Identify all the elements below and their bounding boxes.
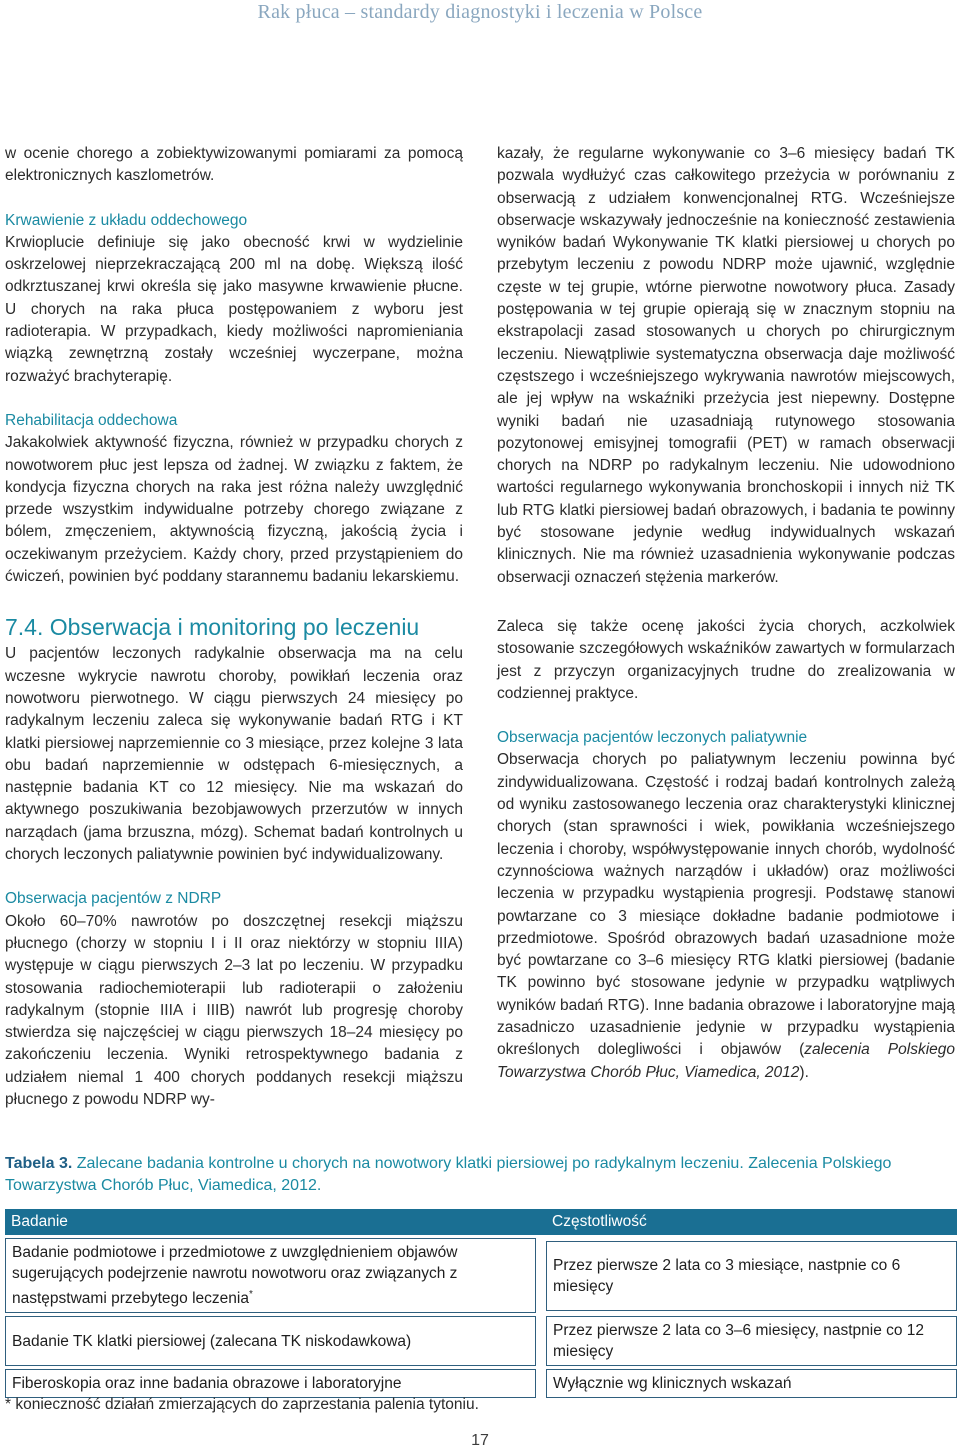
paragraph-hemoptysis: Krwioplucie definiuje się jako obecność krwi w wydzielinie oskrzelowej nieprzekraczającą 200 ml na dobę. Większą ilość odkrztuszanej krwi określa się jako masywne krwawienie płucne. U chorych na raka płuca postępowaniem z wyboru jest radioterapia. W przypadkach, kiedy możliwości napromieniania wiązką zewnętrzną zostały wcześniej wyczerpane, można rozważyć brachyterapię. bbox=[5, 233, 463, 385]
right-column bbox=[497, 143, 955, 1084]
subheading-rehabilitation: Rehabilitacja oddechowa bbox=[5, 411, 178, 429]
subheading-palliative: Obserwacja pacjentów leczonych paliatywnie bbox=[497, 729, 808, 747]
cell-text: Badanie podmiotowe i przedmiotowe z uwzględnieniem objawów sugerujących podejrzenie nawrotu nowotworu oraz związanych z następstwami przebytego leczenia bbox=[12, 1244, 458, 1308]
table-header-row bbox=[5, 1209, 957, 1235]
paragraph-rehabilitation: Jakakolwiek aktywność fizyczna, również w przypadku chorych z nowotworem płuc jest lepsza od żadnej. W związku z faktem, że kondycja fizyczna chorych na raka jest różna należy uwzględnić przede wszystkim indywidualne potrzeby chorego związane z bólem, zmęczeniem, aktywnością fizyczną, jakością życia i oczekiwanym przeżyciem. Każdy chory, przed przystąpieniem do ćwiczeń, powinien być poddany starannemu badaniu lekarskiemu. bbox=[5, 434, 463, 586]
subheading-hemoptysis: Krwawienie z układu oddechowego bbox=[5, 211, 248, 229]
paragraph-nsclc: Około 60–70% nawrotów po doszczętnej resekcji miąższu płucnego (chorzy w stopniu I i II oraz niektórzy w stopniu IIIA) występuje w ciągu pierwszych 2–3 lat po leczeniu. W przypadku stosowania radiochemioterapii lub radioterapii o założeniu radykalnym (stopnie IIIA i IIIB) nawrót lub progresję choroby stwierdza się najczęściej w ciągu pierwszych 18–24 miesięcy po zakończeniu leczenia. Wyniki retrospektywnego badania z udziałem niemal 1 400 chorych poddanych resekcji miąższu płucnego z powodu NDRP wy- bbox=[5, 912, 463, 1108]
table-label: Tabela 3. bbox=[5, 1155, 73, 1172]
palliative-end: ). bbox=[799, 1063, 809, 1081]
section-number: 7.4. bbox=[5, 614, 44, 641]
table-cell bbox=[546, 1316, 957, 1366]
table-row bbox=[5, 1316, 957, 1366]
table-header-test: Badanie bbox=[5, 1209, 546, 1235]
table-cell bbox=[546, 1238, 957, 1313]
paragraph-ct-followup: kazały, że regularne wykonywanie co 3–6 miesięcy badań TK pozwala wydłużyć czas całkowitego przeżycia w porównaniu z obserwacją z udziałem konwencjonalnej RTG. Wcześniejsze obserwacje wskazywały jednocześnie na konieczność zestawienia wyników badań Wykonywanie TK klatki piersiowej u chorych po przebytym leczeniu z powodu NDRP może ujawnić, względnie częste w tej grupie, wtórne pierwotne nowotwory płuca. Zasady postępowania w tej grupie opierają się w znacznym stopniu na ekstrapolacji zasad stosowanych u chorych po chirurgicznym leczeniu. Niewątpliwie systematyczna obserwacja daje możliwość częstszego i wcześniejszego wykrywania nawrotów miejscowych, ale jej wpływ na wskaźniki przeżycia jest niepewny. Dostępne wyniki badań nie uzasadniają rutynowego stosowania pozytonowej emisyjnej tomografii (PET) w ramach obserwacji chorych na NDRP po radykalnym leczeniu. Nie udowodniono wartości regularnego wykonywania bronchoskopii i innych niż TK lub RTG klatki piersiowej badań obrazowych, i badania te powinny być stosowane jedynie według indywidualnych wskazań klinicznych. Nie ma również uzasadnienia wykonywanie podczas obserwacji oznaczeń stężenia markerów. bbox=[497, 145, 955, 586]
table-caption-text: Zalecane badania kontrolne u chorych na nowotwory klatki piersiowej po radykalnym leczeniu. Zalecenia Polskiego Towarzystwa Chorób Płuc, Viamedica, 2012. bbox=[5, 1155, 892, 1194]
cell-text: Wyłącznie wg klinicznych wskazań bbox=[553, 1375, 792, 1393]
cell-text: Przez pierwsze 2 lata co 3 miesiące, nastpnie co 6 miesięcy bbox=[553, 1256, 901, 1295]
subheading-nsclc: Obserwacja pacjentów z NDRP bbox=[5, 890, 222, 908]
paragraph-quality-of-life: Zaleca się także ocenę jakości życia chorych, aczkolwiek stosowanie szczegółowych wskaźników zawartych w formularzach jest z przyczyn organizacyjnych trudne do zrealizowania w codziennej praktyce. bbox=[497, 617, 955, 702]
table-footnote: * konieczność działań zmierzających do zaprzestania palenia tytoniu. bbox=[5, 1396, 479, 1413]
table-header-frequency: Częstotliwość bbox=[546, 1209, 957, 1235]
followup-table bbox=[5, 1206, 957, 1401]
cell-text: Fiberoskopia oraz inne badania obrazowe i laboratoryjne bbox=[12, 1375, 402, 1393]
palliative-text: Obserwacja chorych po paliatywnym leczeniu powinna być zindywidualizowana. Częstość i rodzaj badań kontrolnych zależą od wyniku zastosowanego leczenia oraz charakterystyki klinicznej chorych (stan sprawności i wiek, powikłania wcześniejszego leczenia i choroby, współwystępowanie innych chorób, wydolność czynnościowa ważnych narządów i układów) oraz możliwości leczenia w przypadku wystąpienia progresji. Podstawę stanowi powtarzane co 3 miesiące dokładne badanie podmiotowe i przedmiotowe. Spośród obrazowych badań uzasadnione może być powtarzane co 3–6 miesięcy RTG klatki piersiowej (badanie TK powinno być stosowane jedynie w przypadku wątpliwych wyników badań RTG). Inne badania obrazowe i laboratoryjne mają zasadniczo uzasadnienie jedynie w przypadku wystąpienia określonych dolegliwości i objawów ( bbox=[497, 751, 955, 1059]
table-cell bbox=[5, 1316, 546, 1366]
footnote-mark: * bbox=[248, 1289, 253, 1300]
cell-text: Badanie TK klatki piersiowej (zalecana TK niskodawkowa) bbox=[12, 1332, 412, 1350]
paragraph-cough-end: w ocenie chorego a zobiektywizowanymi pomiarami za pomocą elektronicznych kaszlometrów. bbox=[5, 145, 463, 185]
paragraph-monitoring: U pacjentów leczonych radykalnie obserwacja ma na celu wczesne wykrycie nawrotu choroby, powikłań leczenia oraz nowotworu pierwotnego. W ciągu pierwszych 24 miesięcy po radykalnym leczeniu zaleca się wykonywanie badań RTG i KT klatki piersiowej naprzemiennie co 3 miesiące, przez kolejne 3 lata obu badań naprzemiennie w odstępach 6-miesięcznych, a następnie badania KT co 12 miesięcy. Nie ma wskazań do aktywnego poszukiwania bezobjawowych przerzutów w innych narządach (jama brzuszna, mózg). Schemat badań kontrolnych u chorych leczonych paliatywnie powinien być indywidualizowany. bbox=[5, 645, 463, 864]
table-row bbox=[5, 1238, 957, 1313]
table-row bbox=[5, 1369, 957, 1398]
table-cell bbox=[5, 1238, 546, 1313]
table-cell bbox=[5, 1369, 546, 1398]
section-title bbox=[5, 614, 463, 640]
table-cell bbox=[546, 1369, 957, 1398]
palliative-citation: zalecenia Polskiego Towarzystwa Chorób Płuc, Viamedica, 2012 bbox=[497, 1041, 955, 1081]
section-title-text: Obserwacja i monitoring po leczeniu bbox=[49, 614, 420, 641]
running-head: Rak płuca – standardy diagnostyki i leczenia w Polsce bbox=[257, 1, 703, 23]
table-caption bbox=[5, 1153, 957, 1197]
paragraph-palliative bbox=[497, 749, 955, 1083]
left-column bbox=[5, 143, 463, 1111]
cell-text: Przez pierwsze 2 lata co 3–6 miesięcy, nastpnie co 12 miesięcy bbox=[553, 1322, 925, 1361]
page-number: 17 bbox=[471, 1432, 489, 1449]
